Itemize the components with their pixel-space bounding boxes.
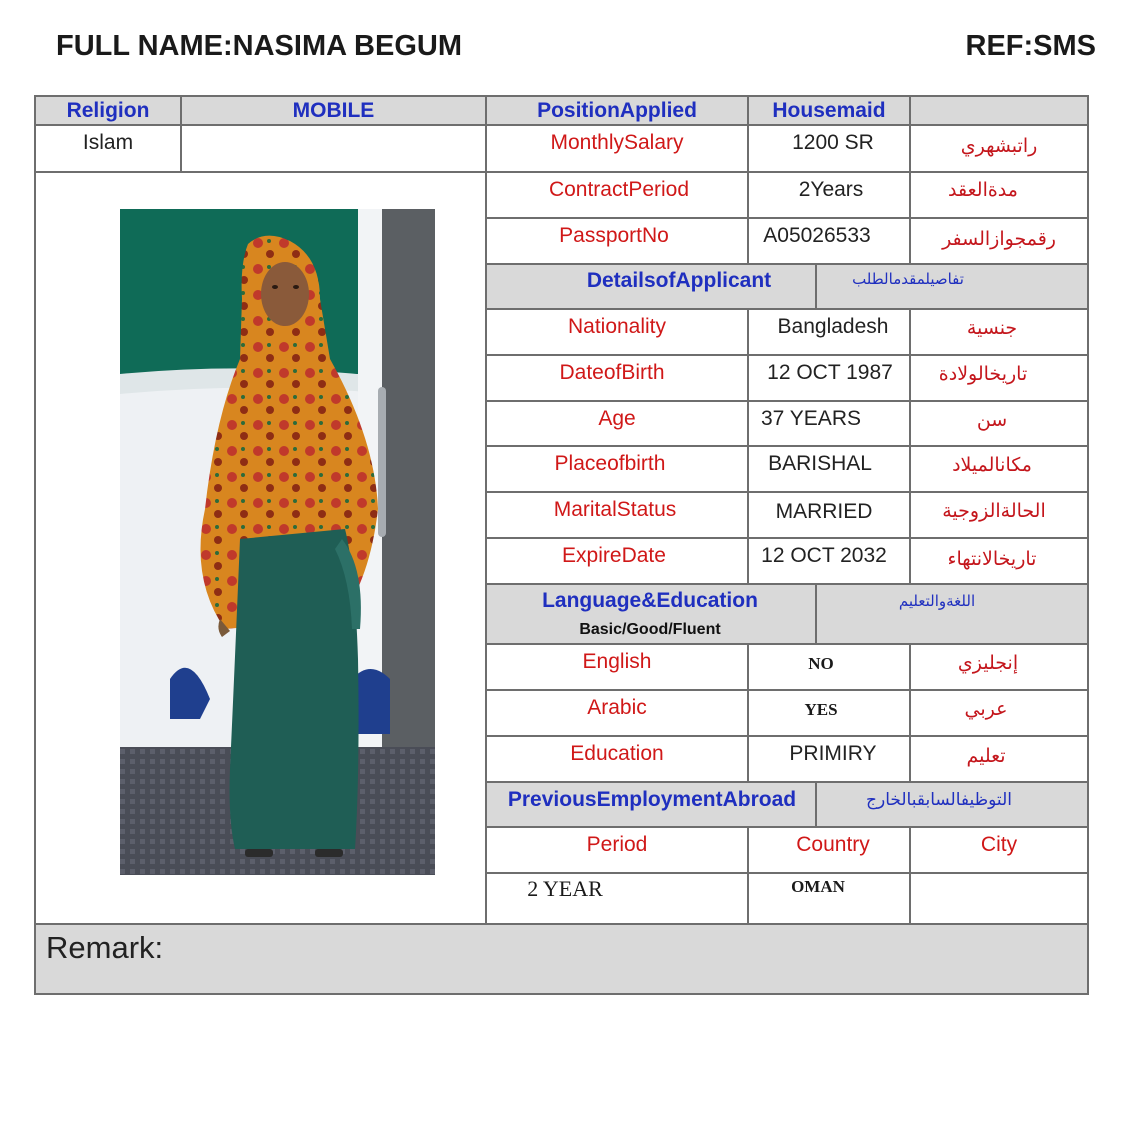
english-label: English <box>582 650 652 673</box>
date-of-birth-value: 12 OCT 1987 <box>767 361 893 384</box>
english-value: NO <box>808 654 834 673</box>
marital-status-arabic: الحالةالزوجية <box>942 500 1046 522</box>
passport-no-value: A05026533 <box>763 224 871 247</box>
applicant-photo <box>120 209 435 875</box>
date-of-birth-arabic: تاريخالولادة <box>938 363 1028 385</box>
religion-label: Religion <box>66 99 150 122</box>
previous-employment-arabic: التوظيفالسابقبالخارج <box>866 790 1012 810</box>
country-column-header: Country <box>796 833 870 856</box>
nationality-arabic: جنسية <box>966 317 1018 339</box>
full-name-heading: FULL NAME:NASIMA BEGUM <box>56 30 462 62</box>
previous-employment-label: PreviousEmploymentAbroad <box>507 788 797 811</box>
language-education-arabic: اللغةوالتعليم <box>898 592 976 610</box>
previous-city-value <box>911 874 1087 904</box>
contract-period-value: 2Years <box>798 178 864 201</box>
marital-status-label: MaritalStatus <box>553 498 677 521</box>
details-of-applicant-arabic: تفاصيلمقدمالطلب <box>852 270 964 288</box>
period-column-header: Period <box>586 833 648 856</box>
age-arabic: سن <box>976 409 1008 431</box>
age-label: Age <box>598 407 636 430</box>
divider <box>34 171 488 173</box>
remark-band <box>35 924 1088 994</box>
language-education-subtitle: Basic/Good/Fluent <box>579 621 721 638</box>
religion-value: Islam <box>82 131 134 154</box>
english-arabic: إنجليزي <box>957 652 1019 674</box>
language-education-label: Language&Education <box>542 589 758 612</box>
position-applied-value: Housemaid <box>772 99 886 122</box>
passport-no-label: PassportNo <box>559 224 669 247</box>
education-label: Education <box>570 742 664 765</box>
border-left <box>34 95 36 995</box>
age-value: 37 YEARS <box>760 407 861 430</box>
reference-heading: REF:SMS <box>965 30 1096 62</box>
arabic-label: Arabic <box>587 696 647 719</box>
place-of-birth-arabic: مكانالميلاد <box>952 454 1032 476</box>
mobile-label: MOBILE <box>292 99 375 122</box>
contract-period-arabic: مدةالعقد <box>948 179 1018 201</box>
date-of-birth-label: DateofBirth <box>559 361 665 384</box>
border-right <box>1087 95 1089 995</box>
nationality-label: Nationality <box>567 315 667 338</box>
nationality-value: Bangladesh <box>777 315 889 338</box>
education-value: PRIMIRY <box>789 742 877 765</box>
place-of-birth-value: BARISHAL <box>768 452 872 475</box>
monthly-salary-value: 1200 SR <box>792 131 874 154</box>
remark-label: Remark: <box>46 930 164 965</box>
city-column-header: City <box>980 833 1018 856</box>
arabic-arabic: عربي <box>964 698 1008 720</box>
expire-date-label: ExpireDate <box>562 544 666 567</box>
passport-no-arabic: رقمجوازالسفر <box>942 228 1056 250</box>
border-bottom <box>34 993 1089 995</box>
details-of-applicant-label: DetailsofApplicant <box>586 269 772 292</box>
monthly-salary-arabic: راتبشهري <box>960 135 1038 157</box>
contract-period-label: ContractPeriod <box>548 178 690 201</box>
arabic-value: YES <box>804 700 838 719</box>
education-arabic: تعليم <box>966 745 1006 767</box>
divider <box>34 923 1089 925</box>
position-applied-label: PositionApplied <box>537 99 697 122</box>
monthly-salary-label: MonthlySalary <box>550 131 684 154</box>
expire-date-value: 12 OCT 2032 <box>761 544 887 567</box>
previous-period-value: 2 YEAR <box>527 876 603 901</box>
marital-status-value: MARRIED <box>775 500 873 523</box>
place-of-birth-label: Placeofbirth <box>554 452 666 475</box>
mobile-value <box>182 126 485 160</box>
expire-date-arabic: تاريخالانتهاء <box>947 548 1037 570</box>
previous-country-value: OMAN <box>791 877 845 896</box>
